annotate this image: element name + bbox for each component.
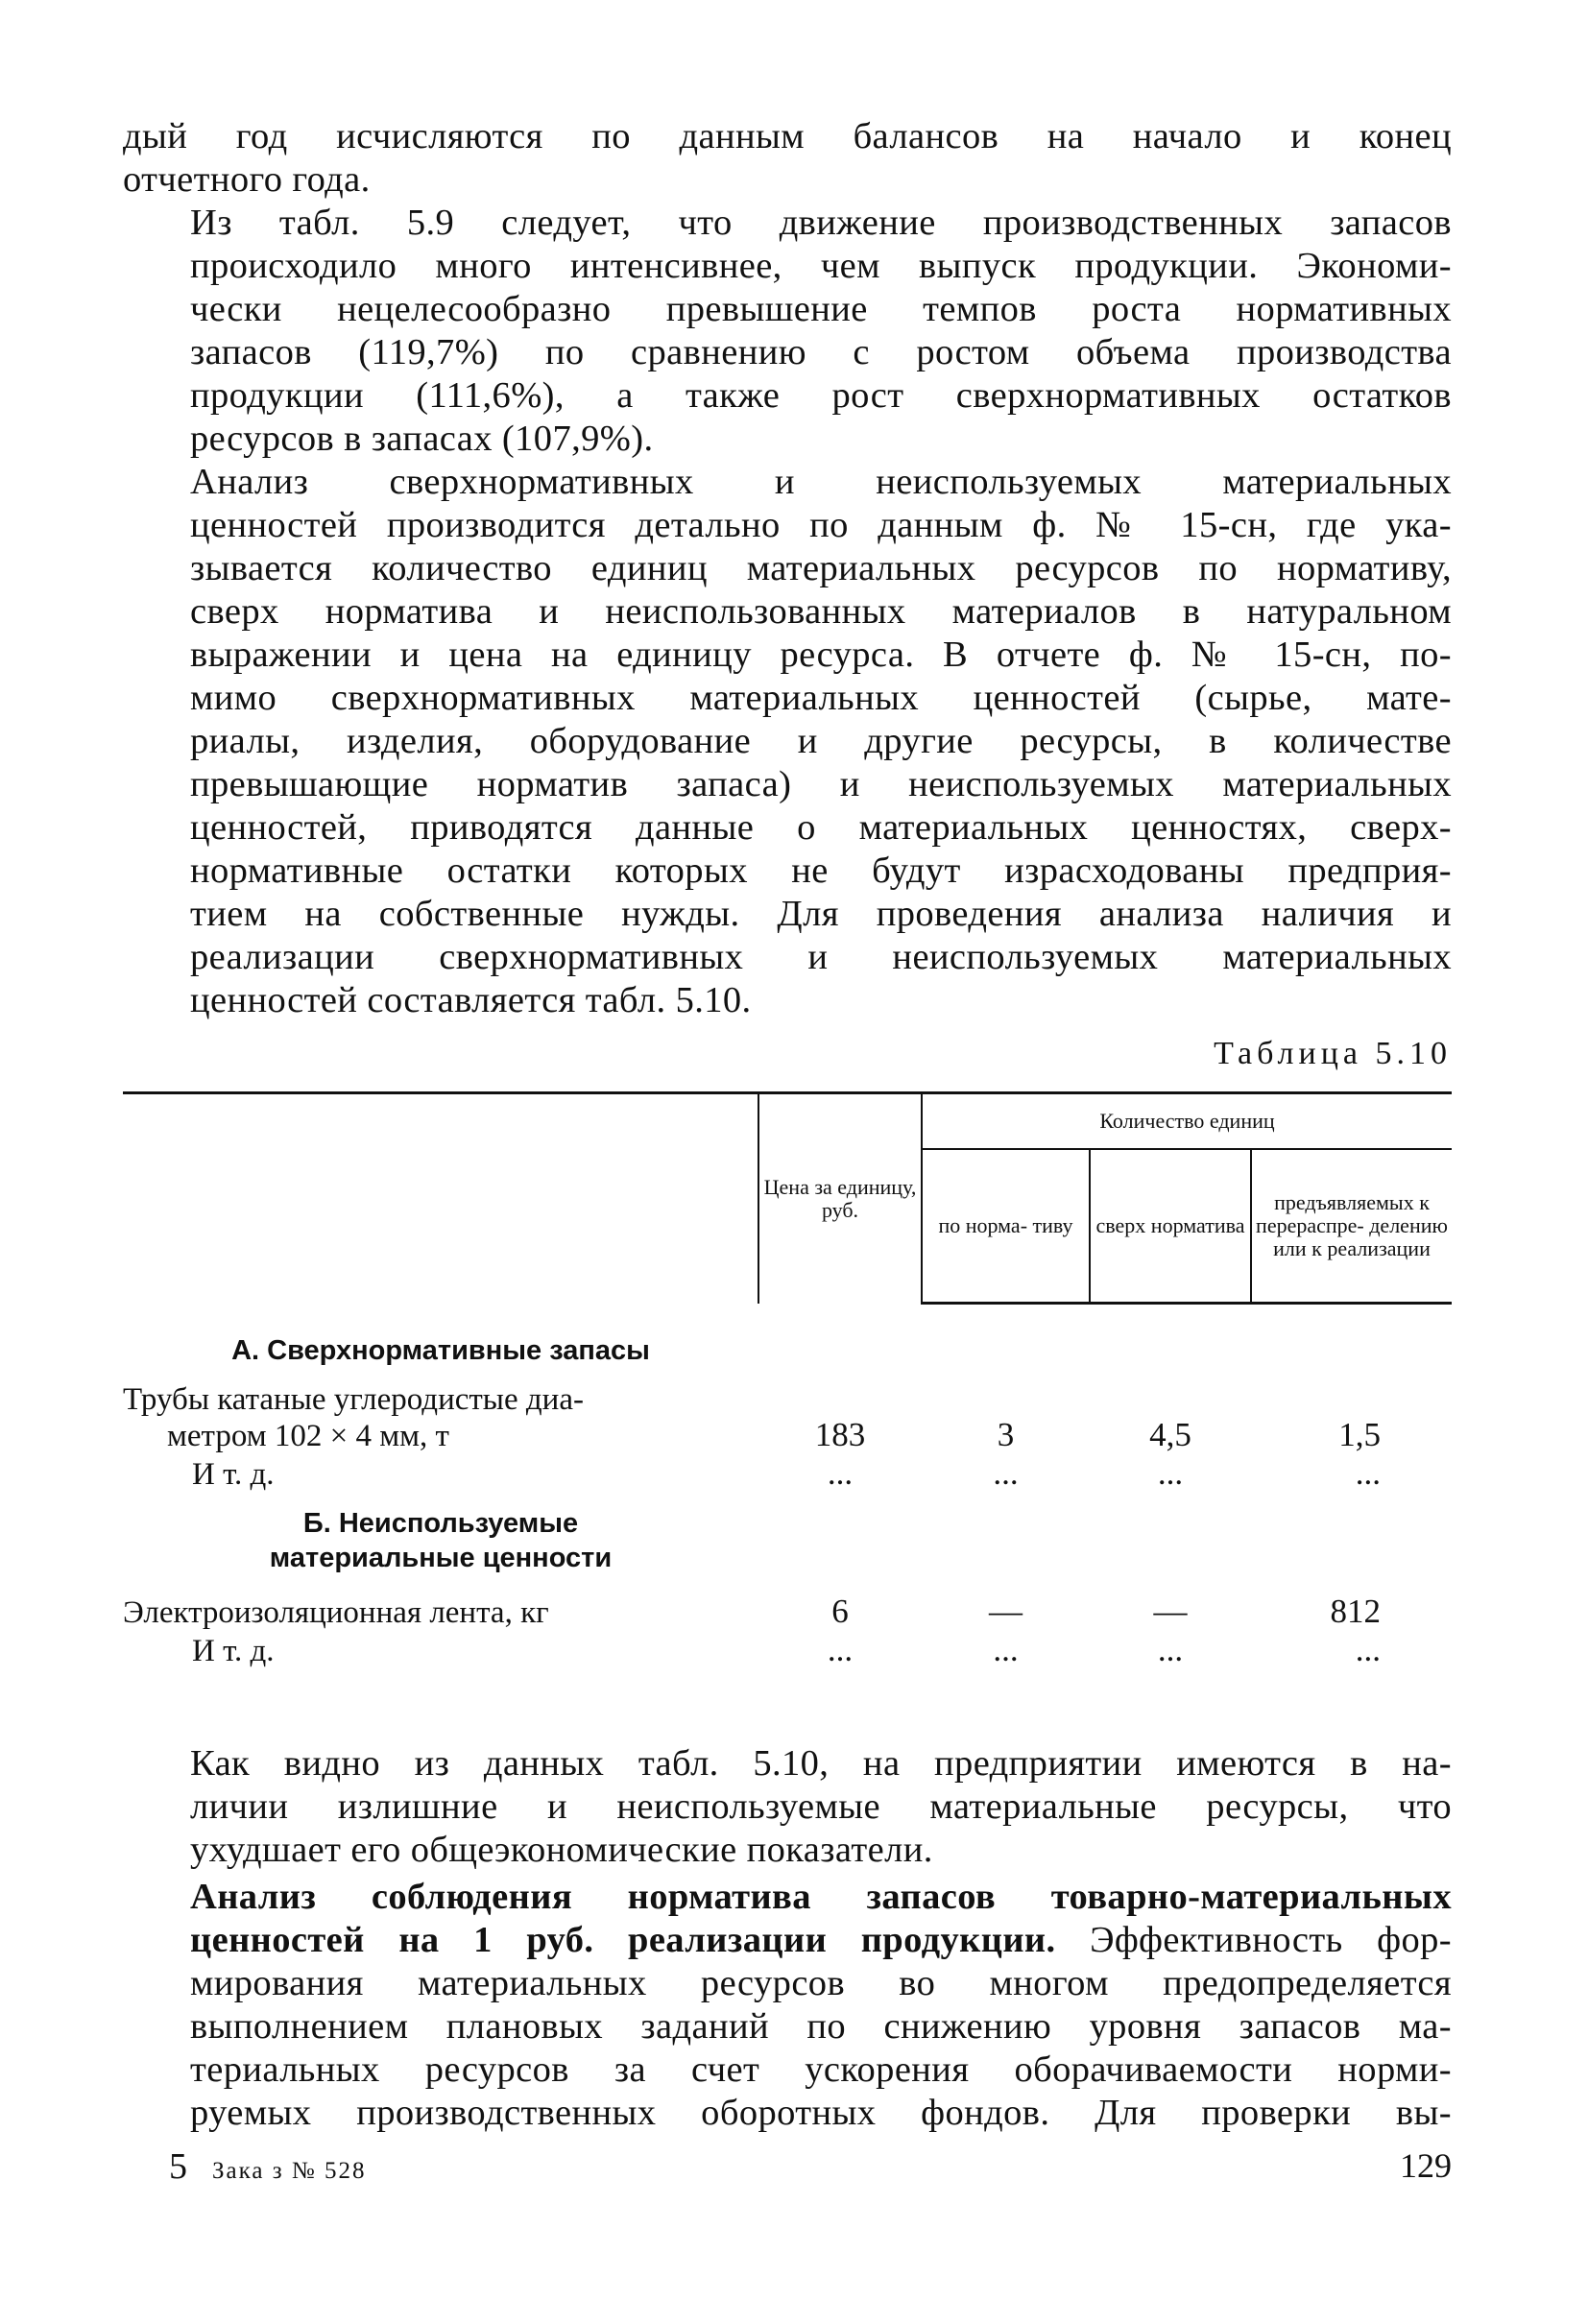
cell-realize: 812 — [1330, 1593, 1381, 1630]
text-line: Как видно из данных табл. 5.10, на предприятии имеются в на- — [190, 1743, 1452, 1784]
text-line: превышающие норматив запаса) и неиспользуемых материальных — [190, 764, 1452, 804]
cell-dots: ... — [827, 1454, 854, 1492]
table-row — [123, 1593, 1452, 1631]
text-line: ценностей составляется табл. 5.10. — [190, 980, 752, 1020]
paragraph-4 — [123, 1742, 1452, 1872]
text-line: отчетного года. — [123, 159, 371, 200]
cell-norm: 3 — [997, 1416, 1015, 1453]
section-b-line: Б. Неиспользуемые — [302, 1508, 579, 1539]
text-line: выполнением плановых заданий по снижению уровня запасов ма- — [190, 2006, 1452, 2047]
cell-dots: ... — [827, 1631, 854, 1668]
cell-realize: 1,5 — [1338, 1416, 1381, 1453]
paragraph-2 — [123, 202, 1452, 461]
text-line: сверх норматива и неиспользованных материалов в натуральном — [190, 591, 1452, 632]
header-price: Цена за единицу, руб. — [758, 1093, 922, 1304]
bold-heading-line: Анализ соблюдения норматива запасов товарно-материальных — [190, 1877, 1452, 1917]
order-number: Зака з № 528 — [212, 2158, 367, 2184]
text-line: нормативные остатки которых не будут израсходованы предприя- — [190, 851, 1452, 891]
text-line: выражении и цена на единицу ресурса. В отчете ф. № 15-сн, по- — [190, 635, 1452, 675]
cell-price: 6 — [831, 1593, 849, 1630]
cell-dots: ... — [993, 1631, 1019, 1668]
text-line: Из табл. 5.9 следует, что движение производственных запасов — [190, 203, 1452, 243]
printer-signature — [169, 2145, 366, 2188]
cell-over: 4,5 — [1149, 1416, 1191, 1453]
paragraph-3 — [123, 461, 1452, 1022]
section-row — [123, 1333, 1452, 1368]
text-line: тием на собственные нужды. Для проведения анализа наличия и — [190, 894, 1452, 934]
text-line: чески нецелесообразно превышение темпов роста нормативных — [190, 289, 1452, 329]
text-line: зывается количество единиц материальных ресурсов по нормативу, — [190, 548, 1452, 588]
header-name-empty — [123, 1093, 758, 1304]
cell-price: 183 — [814, 1416, 866, 1453]
text-line: личии излишние и неиспользуемые материальные ресурсы, что — [190, 1786, 1452, 1827]
text-line: мимо сверхнормативных материальных ценностей (сырье, мате- — [190, 678, 1452, 718]
header-quantity-group: Количество единиц — [922, 1093, 1452, 1150]
cell-dots: ... — [1355, 1631, 1381, 1668]
text-line: ценностей, приводятся данные о материальных ценностях, сверх- — [190, 807, 1452, 848]
page-body — [123, 115, 1452, 2135]
section-a-title: А. Сверхнормативные запасы — [231, 1335, 650, 1366]
header-realize: предъявляемых к перераспре- делению или к реализации — [1251, 1149, 1452, 1304]
header-norm: по норма- тиву — [922, 1149, 1090, 1304]
text-line: ресурсов в запасах (107,9%). — [190, 419, 654, 459]
table-5-10 — [123, 1091, 1452, 1669]
cell-dots: ... — [1355, 1454, 1381, 1492]
section-row — [123, 1506, 1452, 1575]
text-line: руемых производственных оборотных фондов. Для проверки вы- — [190, 2093, 1452, 2133]
row-name — [123, 1381, 758, 1454]
section-b-title — [123, 1506, 758, 1575]
cell-over: — — [1153, 1593, 1188, 1630]
row-name: И т. д. — [192, 1457, 275, 1492]
row-name: И т. д. — [192, 1634, 275, 1668]
text-line: риалы, изделия, оборудование и другие ресурсы, в количестве — [190, 721, 1452, 761]
text-line: ценностей производится детально по данным ф. № 15-сн, где ука- — [190, 505, 1452, 545]
text-fragment: Эффективность фор- — [1055, 1920, 1452, 1960]
table-row — [123, 1454, 1452, 1493]
paragraph-1 — [123, 115, 1452, 202]
cell-norm: — — [989, 1593, 1023, 1630]
row-name-line: Трубы катаные углеродистые диа- — [123, 1382, 584, 1417]
row-name-line: метром 102 × 4 мм, т — [167, 1419, 449, 1453]
text-line — [123, 1919, 1452, 1962]
row-name: Электроизоляционная лента, кг — [123, 1595, 549, 1630]
paragraph-5 — [123, 1876, 1452, 2135]
text-line: дый год исчисляются по данным балансов на начало и конец — [123, 116, 1452, 156]
section-b-line: материальные ценности — [269, 1543, 613, 1573]
table-row — [123, 1381, 1452, 1454]
text-line: Анализ сверхнормативных и неиспользуемых материальных — [190, 462, 1452, 502]
text-line: продукции (111,6%), а также рост сверхнормативных остатков — [190, 375, 1452, 416]
bold-heading-end: ценностей на 1 руб. реализации продукции. — [190, 1920, 1056, 1960]
text-line: происходило много интенсивнее, чем выпуск продукции. Экономи- — [190, 246, 1452, 286]
page-number: 129 — [1400, 2146, 1452, 2185]
text-line: мирования материальных ресурсов во многом предопределяется — [190, 1963, 1452, 2003]
text-line: териальных ресурсов за счет ускорения оборачиваемости норми- — [190, 2049, 1452, 2090]
signature-number: 5 — [169, 2146, 187, 2187]
text-line: ухудшает его общеэкономические показатели. — [190, 1830, 933, 1870]
cell-dots: ... — [993, 1454, 1019, 1492]
table-caption: Таблица 5.10 — [1214, 1036, 1452, 1071]
cell-dots: ... — [1157, 1454, 1184, 1492]
cell-dots: ... — [1157, 1631, 1184, 1668]
text-line: реализации сверхнормативных и неиспользуемых материальных — [190, 937, 1452, 977]
text-line: запасов (119,7%) по сравнению с ростом объема производства — [190, 332, 1452, 372]
table-row — [123, 1631, 1452, 1669]
header-over: сверх норматива — [1090, 1149, 1251, 1304]
